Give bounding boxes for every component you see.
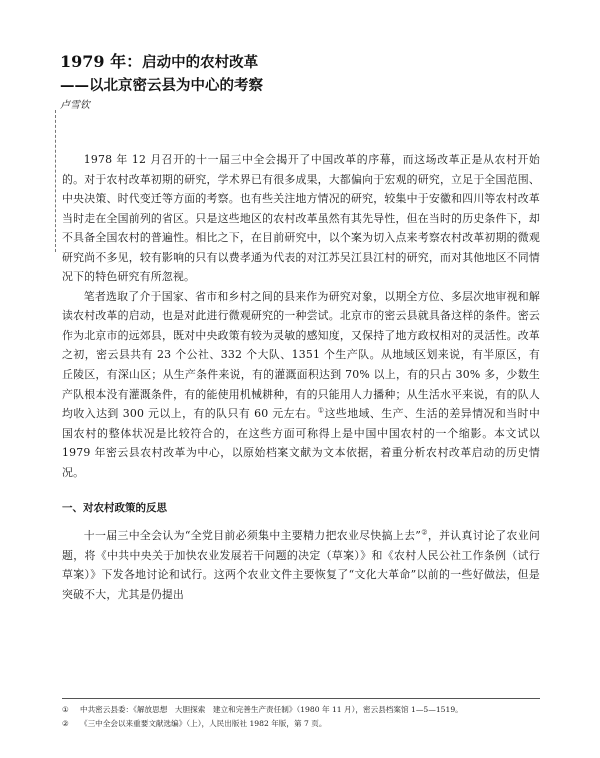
article-subtitle: ——以北京密云县为中心的考察: [60, 78, 263, 94]
paragraph-miyun: [62, 287, 540, 482]
article-title: [60, 50, 540, 75]
footnote-ref-2[interactable]: ②: [421, 528, 428, 537]
paragraph-plenum: [62, 526, 540, 604]
article-body: [62, 150, 540, 604]
paragraph-intro: 1978 年 12 月召开的十一届三中全会揭开了中国改革的序幕，而这场改革正是从农村开始的。对于农村改革初期的研究，学术界已有很多成果，大都偏向于宏观的研究，立足于全国范围、中央决策、时代变迁等方面的考察。也有些关注地方情况的研究，较集中于安徽和四川等农村改革当时走在全国前列的省区。只是这些地区的农村改革虽然有其先导性，但在当时的历史条件下，却不具备全国农村的普遍性。相比之下，在目前研究中，以个案为切入点来考察农村改革初期的微观研究尚不多见，较有影响的只有以费孝通为代表的对江苏吴江县江村的研究，而对其他地区不同情况下的特色研究有所忽视。: [62, 153, 540, 284]
paragraph-miyun-tail: 这些地域、生产、生活的差异情况和当时中国农村的整体状况是比较符合的，在这些方面可称得上是中国中国农村的一个缩影。本文试以 1979 年密云县农村改革为中心，以原始档案文献为文本依据，着重分析农村改革启动的历史情况。: [62, 407, 540, 479]
footnote-text: 中共密云县委：《解放思想 大胆探索 建立和完善生产责任制》（1980 年 11 月），密云县档案馆 1—5—1519。: [80, 705, 463, 714]
footnote-text: 《三中全会以来重要文献选编》（上），人民出版社 1982 年版，第 7 页。: [80, 719, 327, 728]
footnote: [62, 718, 540, 730]
author-name: 卢雪钦: [60, 100, 90, 111]
paragraph-miyun-main: 笔者选取了介于国家、省市和乡村之间的县来作为研究对象，以期全方位、多层次地审视和解读农村改革的启动，也是对此进行微观研究的一种尝试。北京市的密云县就具备这样的条件。密云作为北京市的远郊县，既对中央政策有较为灵敏的感知度，又保持了地方政权相对的灵活性。改革之初，密云县共有 23 个公社、332 个大队、1351 个生产队。从地域区划来说，有半原区，有丘陵区，有深山区；从生产条件来说，有的灌溉面积达到 70% 以上，有的只占 30% 多，少数生产队根本没有灌溉条件，有的能使用机械耕种，有的只能用人力播种；从生活水平来说，有的队人均收入达到 300 元以上，有的队只有 60 元左右。: [62, 289, 540, 421]
footnote-mark: ①: [62, 705, 69, 714]
footnote-mark: ②: [62, 719, 69, 728]
paragraph-plenum-b: ，并认真讨论了农业问题，将《中共中央关于加快农业发展若干问题的决定（草案）》和《农村人民公社工作条例（试行草案）》下发各地讨论和试行。这两个农业文件主要恢复了“文化大革命”以前的一些好做法，但是突破不大，尤其是仍提出: [62, 529, 540, 601]
article-title-year: 1979 年：: [60, 52, 143, 71]
margin-rule: [55, 110, 56, 252]
article-title-main: 启动中的农村改革: [142, 55, 259, 71]
footnote-divider: [62, 698, 540, 699]
footnote: [62, 704, 540, 716]
paragraph-plenum-a: 十一届三中全会认为“全党目前必须集中主要精力把农业尽快搞上去”: [83, 529, 422, 543]
footnotes: [62, 704, 540, 732]
section-heading: 一、对农村政策的反思: [62, 502, 167, 515]
footnote-ref-1[interactable]: ①: [317, 406, 325, 415]
title-block: [60, 50, 540, 113]
